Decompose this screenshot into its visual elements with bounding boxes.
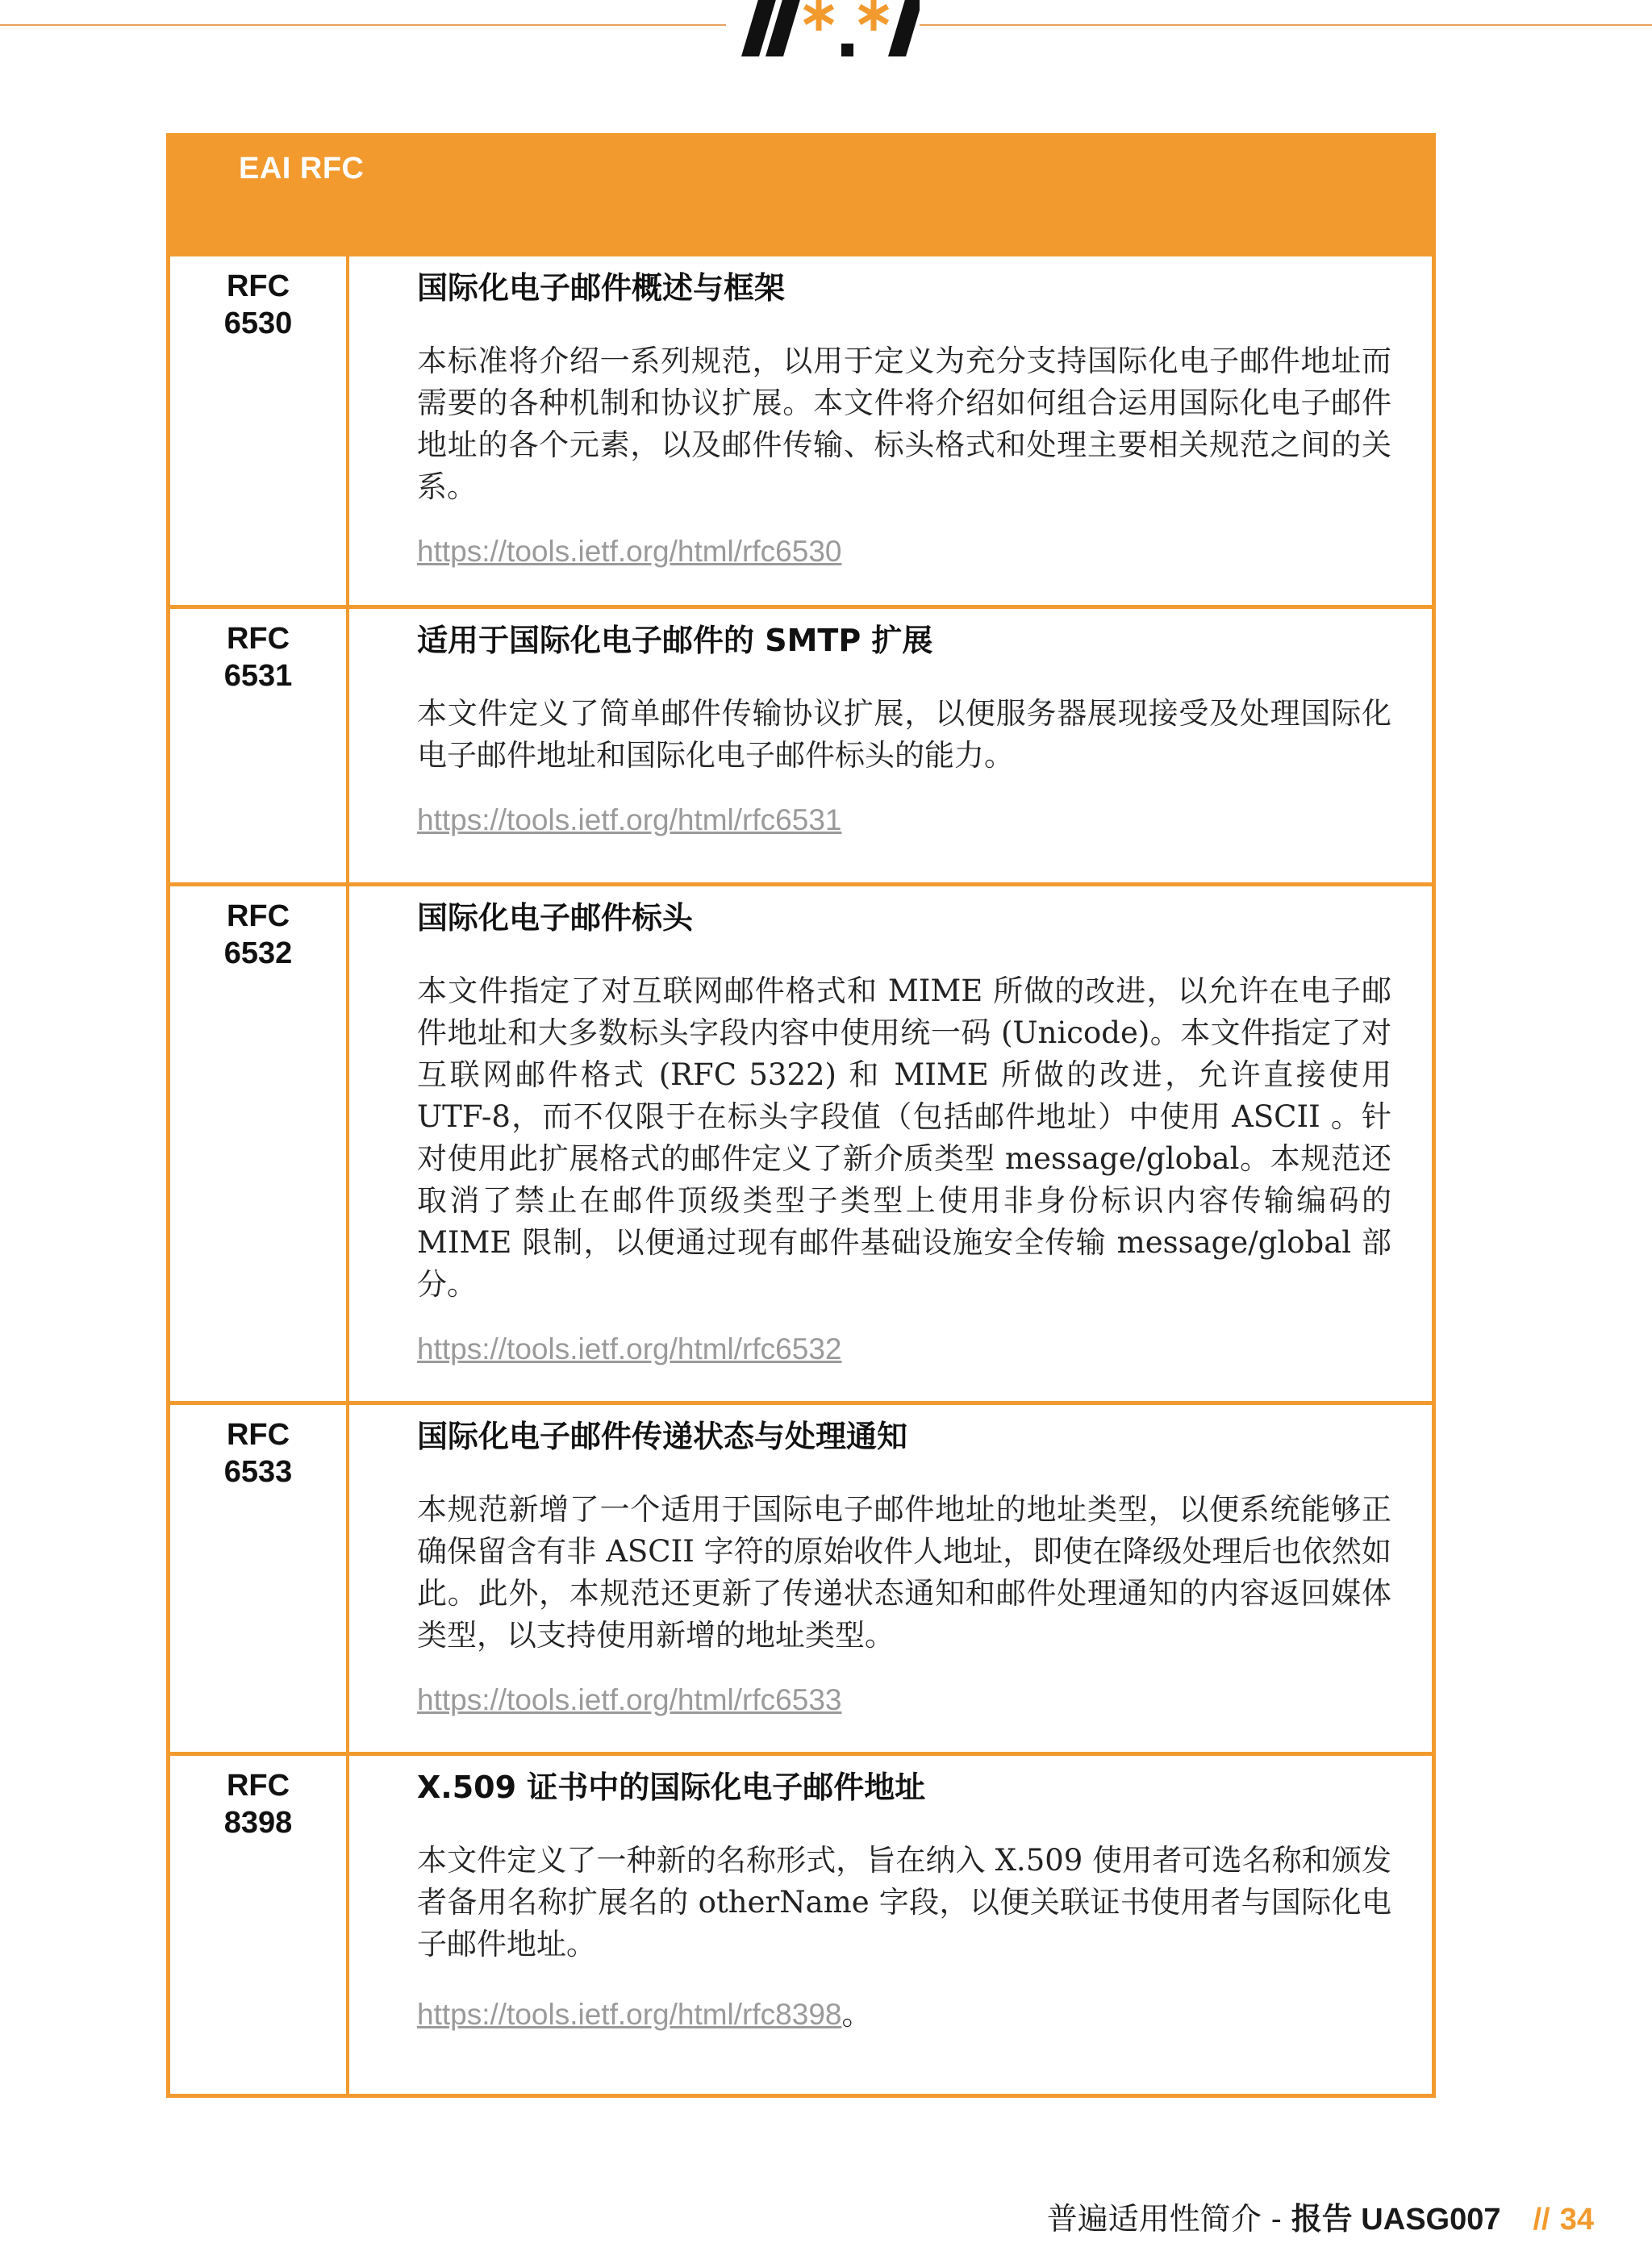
logo-icon [730, 0, 920, 60]
rfc-description: 本文件定义了简单邮件传输协议扩展，以便服务器展现接受及处理国际化电子邮件地址和国际化电子邮件标头的能力。 [417, 696, 1391, 773]
rfc-label: RFC [226, 899, 290, 933]
rfc-label: RFC [226, 1769, 290, 1803]
eai-rfc-table [166, 133, 1436, 2098]
table-row [170, 609, 1432, 886]
page-number: 34 [1559, 2203, 1594, 2237]
table-row [170, 256, 1432, 609]
rfc-description: 本规范新增了一个适用于国际电子邮件地址的地址类型，以便系统能够正确保留含有非 ASCII 字符的原始收件人地址，即使在降级处理后也依然如此。此外，本规范还更新了传递状态通知和邮件处理通知的内容返回媒体类型，以支持使用新增的地址类型。 [417, 1492, 1391, 1653]
header-rule-left [0, 24, 726, 26]
page-footer [1047, 2194, 1594, 2238]
rfc-number: 6532 [223, 936, 293, 970]
rfc-link[interactable]: https://tools.ietf.org/html/rfc8398 [417, 1998, 842, 2031]
rfc-link[interactable]: https://tools.ietf.org/html/rfc6530 [417, 535, 842, 568]
rfc-link[interactable]: https://tools.ietf.org/html/rfc6532 [417, 1332, 842, 1365]
rfc-heading: 国际化电子邮件概述与框架 [417, 270, 786, 306]
rfc-link[interactable]: https://tools.ietf.org/html/rfc6531 [417, 803, 842, 836]
rfc-content-cell [349, 886, 1432, 1401]
rfc-number: 6531 [223, 659, 293, 693]
logo [730, 0, 920, 60]
table-header [170, 137, 1432, 256]
table-row [170, 886, 1432, 1405]
link-suffix: 。 [841, 1997, 872, 2032]
rfc-number-cell [170, 1756, 349, 2094]
table-title: EAI RFC [239, 152, 365, 186]
header-rule-right [920, 24, 1652, 26]
rfc-content-cell [349, 609, 1432, 882]
rfc-number-cell [170, 609, 349, 882]
rfc-number: 6533 [223, 1455, 293, 1489]
footer-report: 报告 UASG007 [1291, 2203, 1501, 2237]
rfc-number: 8398 [223, 1806, 293, 1840]
rfc-number-cell [170, 1405, 349, 1752]
rfc-description: 本文件指定了对互联网邮件格式和 MIME 所做的改进，以允许在电子邮件地址和大多数标头字段内容中使用统一码 (Unicode)。本文件指定了对互联网邮件格式 (RFC 5322) 和 MIME 所做的改进，允许直接使用 UTF-8，而不仅限于在标头字段值（包括邮件地址）中使用 ASCII 。针对使用此扩展格式的邮件定义了新介质类型 message/global。本规范还取消了禁止在邮件顶级类型子类型上使用非身份标识内容传输编码的 MIME 限制，以便通过现有邮件基础设施安全传输 message/global 部分。 [417, 973, 1391, 1302]
table-row [170, 1756, 1432, 2094]
rfc-link[interactable]: https://tools.ietf.org/html/rfc6533 [417, 1683, 842, 1716]
rfc-description: 本标准将介绍一系列规范，以用于定义为充分支持国际化电子邮件地址而需要的各种机制和协议扩展。本文件将介绍如何组合运用国际化电子邮件地址的各个元素，以及邮件传输、标头格式和处理主要相关规范之间的关系。 [417, 344, 1391, 504]
rfc-heading: 国际化电子邮件传递状态与处理通知 [417, 1419, 908, 1454]
rfc-label: RFC [226, 622, 290, 656]
table-row [170, 1405, 1432, 1756]
footer-lead: 普遍适用性简介 - [1046, 2201, 1291, 2237]
rfc-number: 6530 [223, 306, 293, 340]
rfc-description: 本文件定义了一种新的名称形式，旨在纳入 X.509 使用者可选名称和颁发者备用名称扩展名的 otherName 字段，以便关联证书使用者与国际化电子邮件地址。 [417, 1843, 1391, 1962]
rfc-label: RFC [226, 1418, 290, 1452]
rfc-heading: 国际化电子邮件标头 [417, 900, 694, 936]
rfc-heading: X.509 证书中的国际化电子邮件地址 [417, 1770, 926, 1805]
rfc-number-cell [170, 256, 349, 605]
rfc-content-cell [349, 256, 1432, 605]
rfc-heading: 适用于国际化电子邮件的 SMTP 扩展 [417, 623, 933, 658]
rfc-number-cell [170, 886, 349, 1401]
rfc-content-cell [349, 1756, 1432, 2094]
rfc-label: RFC [226, 269, 290, 303]
rfc-content-cell [349, 1405, 1432, 1752]
footer-separator: // [1533, 2203, 1550, 2237]
